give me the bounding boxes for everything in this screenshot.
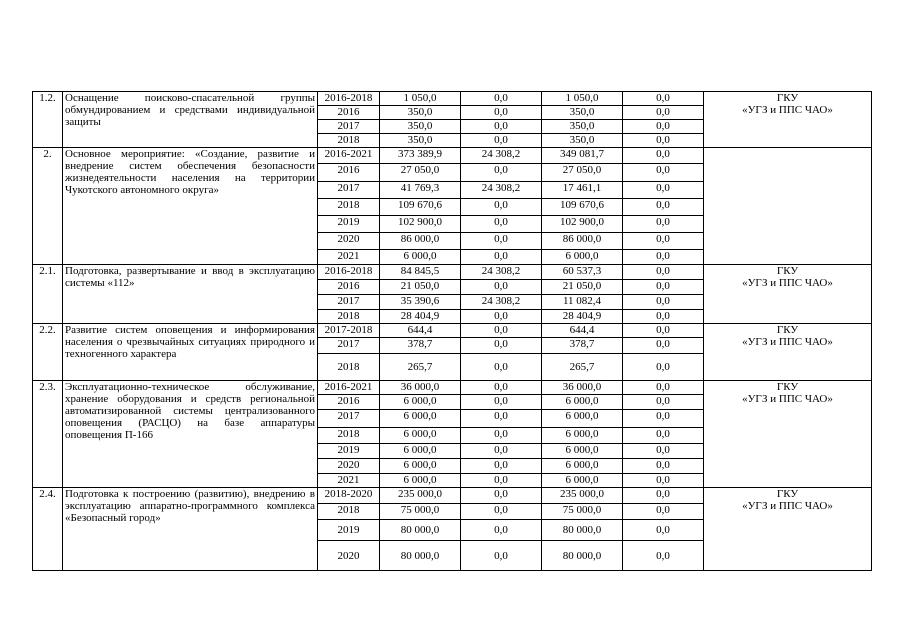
period-cell: 2017-2018 [318,324,380,338]
federal-budget-cell: 0,0 [461,395,542,410]
total-cell: 644,4 [380,324,461,338]
regional-budget-cell: 6 000,0 [542,410,623,428]
item-number: 2.2. [33,324,63,381]
other-sources-cell: 0,0 [623,381,704,395]
executor-org: ГКУ [776,92,799,104]
other-sources-cell: 0,0 [623,148,704,164]
period-cell: 2020 [318,459,380,474]
responsible-executor [704,324,872,381]
federal-budget-cell: 0,0 [461,474,542,488]
total-cell: 36 000,0 [380,381,461,395]
period-cell: 2016 [318,164,380,182]
executor-org: ГКУ [776,265,799,277]
total-cell: 86 000,0 [380,233,461,250]
other-sources-cell: 0,0 [623,106,704,120]
total-cell: 102 900,0 [380,216,461,233]
other-sources-cell: 0,0 [623,504,704,520]
federal-budget-cell: 0,0 [461,199,542,216]
regional-budget-cell: 17 461,1 [542,182,623,199]
other-sources-cell: 0,0 [623,216,704,233]
regional-budget-cell: 644,4 [542,324,623,338]
other-sources-cell: 0,0 [623,324,704,338]
regional-budget-cell: 28 404,9 [542,310,623,324]
federal-budget-cell: 0,0 [461,120,542,134]
period-cell: 2018 [318,134,380,148]
federal-budget-cell: 0,0 [461,310,542,324]
regional-budget-cell: 350,0 [542,134,623,148]
other-sources-cell: 0,0 [623,541,704,571]
other-sources-cell: 0,0 [623,233,704,250]
executor-org: ГКУ [776,488,799,500]
total-cell: 6 000,0 [380,444,461,459]
period-cell: 2020 [318,233,380,250]
item-number: 1.2. [33,92,63,148]
item-description: Основное мероприятие: «Создание, развитие и внедрение систем обеспечения безопасности жизнедеятельности населения на территории Чукотского автономного округа» [63,148,318,265]
other-sources-cell: 0,0 [623,250,704,265]
regional-budget-cell: 75 000,0 [542,504,623,520]
item-number: 2.4. [33,488,63,571]
other-sources-cell: 0,0 [623,295,704,310]
other-sources-cell: 0,0 [623,310,704,324]
regional-budget-cell: 80 000,0 [542,520,623,541]
total-cell: 80 000,0 [380,520,461,541]
period-cell: 2016 [318,106,380,120]
total-cell: 373 389,9 [380,148,461,164]
regional-budget-cell: 6 000,0 [542,395,623,410]
federal-budget-cell: 0,0 [461,106,542,120]
responsible-executor [704,488,872,571]
table-row [33,148,872,164]
period-cell: 2018-2020 [318,488,380,504]
executor-name: «УГЗ и ППС ЧАО» [742,500,833,512]
federal-budget-cell: 0,0 [461,444,542,459]
period-cell: 2017 [318,295,380,310]
other-sources-cell: 0,0 [623,120,704,134]
federal-budget-cell: 0,0 [461,338,542,354]
period-cell: 2021 [318,250,380,265]
item-description: Подготовка к построению (развитию), внедрению в эксплуатацию аппаратно-программного комплекса «Безопасный город» [63,488,318,571]
regional-budget-cell: 349 081,7 [542,148,623,164]
period-cell: 2018 [318,504,380,520]
regional-budget-cell: 27 050,0 [542,164,623,182]
other-sources-cell: 0,0 [623,459,704,474]
total-cell: 6 000,0 [380,474,461,488]
total-cell: 75 000,0 [380,504,461,520]
total-cell: 350,0 [380,106,461,120]
regional-budget-cell: 86 000,0 [542,233,623,250]
regional-budget-cell: 60 537,3 [542,265,623,280]
other-sources-cell: 0,0 [623,354,704,381]
executor-org: ГКУ [776,381,799,393]
table-row [33,381,872,395]
period-cell: 2017 [318,338,380,354]
item-number: 2.1. [33,265,63,324]
executor-name: «УГЗ и ППС ЧАО» [742,277,833,289]
total-cell: 1 050,0 [380,92,461,106]
other-sources-cell: 0,0 [623,395,704,410]
federal-budget-cell: 0,0 [461,164,542,182]
regional-budget-cell: 109 670,6 [542,199,623,216]
other-sources-cell: 0,0 [623,164,704,182]
responsible-executor [704,265,872,324]
period-cell: 2019 [318,444,380,459]
regional-budget-cell: 265,7 [542,354,623,381]
federal-budget-cell: 0,0 [461,216,542,233]
other-sources-cell: 0,0 [623,280,704,295]
federal-budget-cell: 0,0 [461,354,542,381]
total-cell: 265,7 [380,354,461,381]
item-number: 2. [33,148,63,265]
table-row [33,92,872,106]
responsible-executor [704,92,872,148]
other-sources-cell: 0,0 [623,410,704,428]
other-sources-cell: 0,0 [623,134,704,148]
total-cell: 6 000,0 [380,428,461,444]
regional-budget-cell: 11 082,4 [542,295,623,310]
federal-budget-cell: 0,0 [461,459,542,474]
total-cell: 84 845,5 [380,265,461,280]
federal-budget-cell: 24 308,2 [461,182,542,199]
federal-budget-cell: 24 308,2 [461,265,542,280]
federal-budget-cell: 0,0 [461,410,542,428]
regional-budget-cell: 1 050,0 [542,92,623,106]
other-sources-cell: 0,0 [623,92,704,106]
regional-budget-cell: 6 000,0 [542,444,623,459]
period-cell: 2020 [318,541,380,571]
period-cell: 2017 [318,410,380,428]
federal-budget-cell: 0,0 [461,520,542,541]
item-description: Оснащение поисково-спасательной группы обмундированием и средствами индивидуальной защиты [63,92,318,148]
total-cell: 6 000,0 [380,410,461,428]
regional-budget-cell: 6 000,0 [542,459,623,474]
other-sources-cell: 0,0 [623,474,704,488]
period-cell: 2017 [318,182,380,199]
period-cell: 2021 [318,474,380,488]
federal-budget-cell: 0,0 [461,250,542,265]
other-sources-cell: 0,0 [623,428,704,444]
item-number: 2.3. [33,381,63,488]
federal-budget-cell: 0,0 [461,488,542,504]
period-cell: 2016-2018 [318,265,380,280]
table-body [33,92,872,571]
total-cell: 80 000,0 [380,541,461,571]
table-row [33,324,872,338]
responsible-executor [704,381,872,488]
federal-budget-cell: 24 308,2 [461,295,542,310]
federal-budget-cell: 24 308,2 [461,148,542,164]
item-description: Эксплуатационно-техническое обслуживание, хранение оборудования и средств региональной автоматизированной системы централизованного оповещения (РАСЦО) на базе аппаратуры оповещения П-166 [63,381,318,488]
other-sources-cell: 0,0 [623,338,704,354]
total-cell: 41 769,3 [380,182,461,199]
total-cell: 350,0 [380,120,461,134]
period-cell: 2016-2018 [318,92,380,106]
regional-budget-cell: 80 000,0 [542,541,623,571]
federal-budget-cell: 0,0 [461,541,542,571]
executor-name: «УГЗ и ППС ЧАО» [742,104,833,116]
federal-budget-cell: 0,0 [461,324,542,338]
period-cell: 2018 [318,428,380,444]
other-sources-cell: 0,0 [623,199,704,216]
period-cell: 2018 [318,199,380,216]
period-cell: 2017 [318,120,380,134]
item-description: Развитие систем оповещения и информирования населения о чрезвычайных ситуациях природного и техногенного характера [63,324,318,381]
period-cell: 2019 [318,520,380,541]
federal-budget-cell: 0,0 [461,280,542,295]
period-cell: 2016 [318,280,380,295]
regional-budget-cell: 6 000,0 [542,474,623,488]
regional-budget-cell: 235 000,0 [542,488,623,504]
responsible-executor [704,148,872,265]
regional-budget-cell: 6 000,0 [542,250,623,265]
period-cell: 2018 [318,310,380,324]
item-description: Подготовка, развертывание и ввод в эксплуатацию системы «112» [63,265,318,324]
federal-budget-cell: 0,0 [461,381,542,395]
period-cell: 2016-2021 [318,381,380,395]
total-cell: 235 000,0 [380,488,461,504]
period-cell: 2018 [318,354,380,381]
period-cell: 2016-2021 [318,148,380,164]
total-cell: 378,7 [380,338,461,354]
federal-budget-cell: 0,0 [461,233,542,250]
federal-budget-cell: 0,0 [461,504,542,520]
period-cell: 2019 [318,216,380,233]
other-sources-cell: 0,0 [623,488,704,504]
total-cell: 35 390,6 [380,295,461,310]
federal-budget-cell: 0,0 [461,92,542,106]
regional-budget-cell: 350,0 [542,106,623,120]
total-cell: 21 050,0 [380,280,461,295]
other-sources-cell: 0,0 [623,265,704,280]
regional-budget-cell: 378,7 [542,338,623,354]
other-sources-cell: 0,0 [623,444,704,459]
federal-budget-cell: 0,0 [461,134,542,148]
total-cell: 6 000,0 [380,250,461,265]
regional-budget-cell: 102 900,0 [542,216,623,233]
regional-budget-cell: 6 000,0 [542,428,623,444]
executor-name: «УГЗ и ППС ЧАО» [742,393,833,405]
executor-org: ГКУ [776,324,799,336]
regional-budget-cell: 21 050,0 [542,280,623,295]
table-row [33,488,872,504]
total-cell: 6 000,0 [380,459,461,474]
other-sources-cell: 0,0 [623,182,704,199]
total-cell: 28 404,9 [380,310,461,324]
executor-name: «УГЗ и ППС ЧАО» [742,336,833,348]
federal-budget-cell: 0,0 [461,428,542,444]
total-cell: 350,0 [380,134,461,148]
regional-budget-cell: 36 000,0 [542,381,623,395]
other-sources-cell: 0,0 [623,520,704,541]
total-cell: 27 050,0 [380,164,461,182]
period-cell: 2016 [318,395,380,410]
regional-budget-cell: 350,0 [542,120,623,134]
total-cell: 6 000,0 [380,395,461,410]
budget-table [32,91,872,571]
total-cell: 109 670,6 [380,199,461,216]
table-row [33,265,872,280]
